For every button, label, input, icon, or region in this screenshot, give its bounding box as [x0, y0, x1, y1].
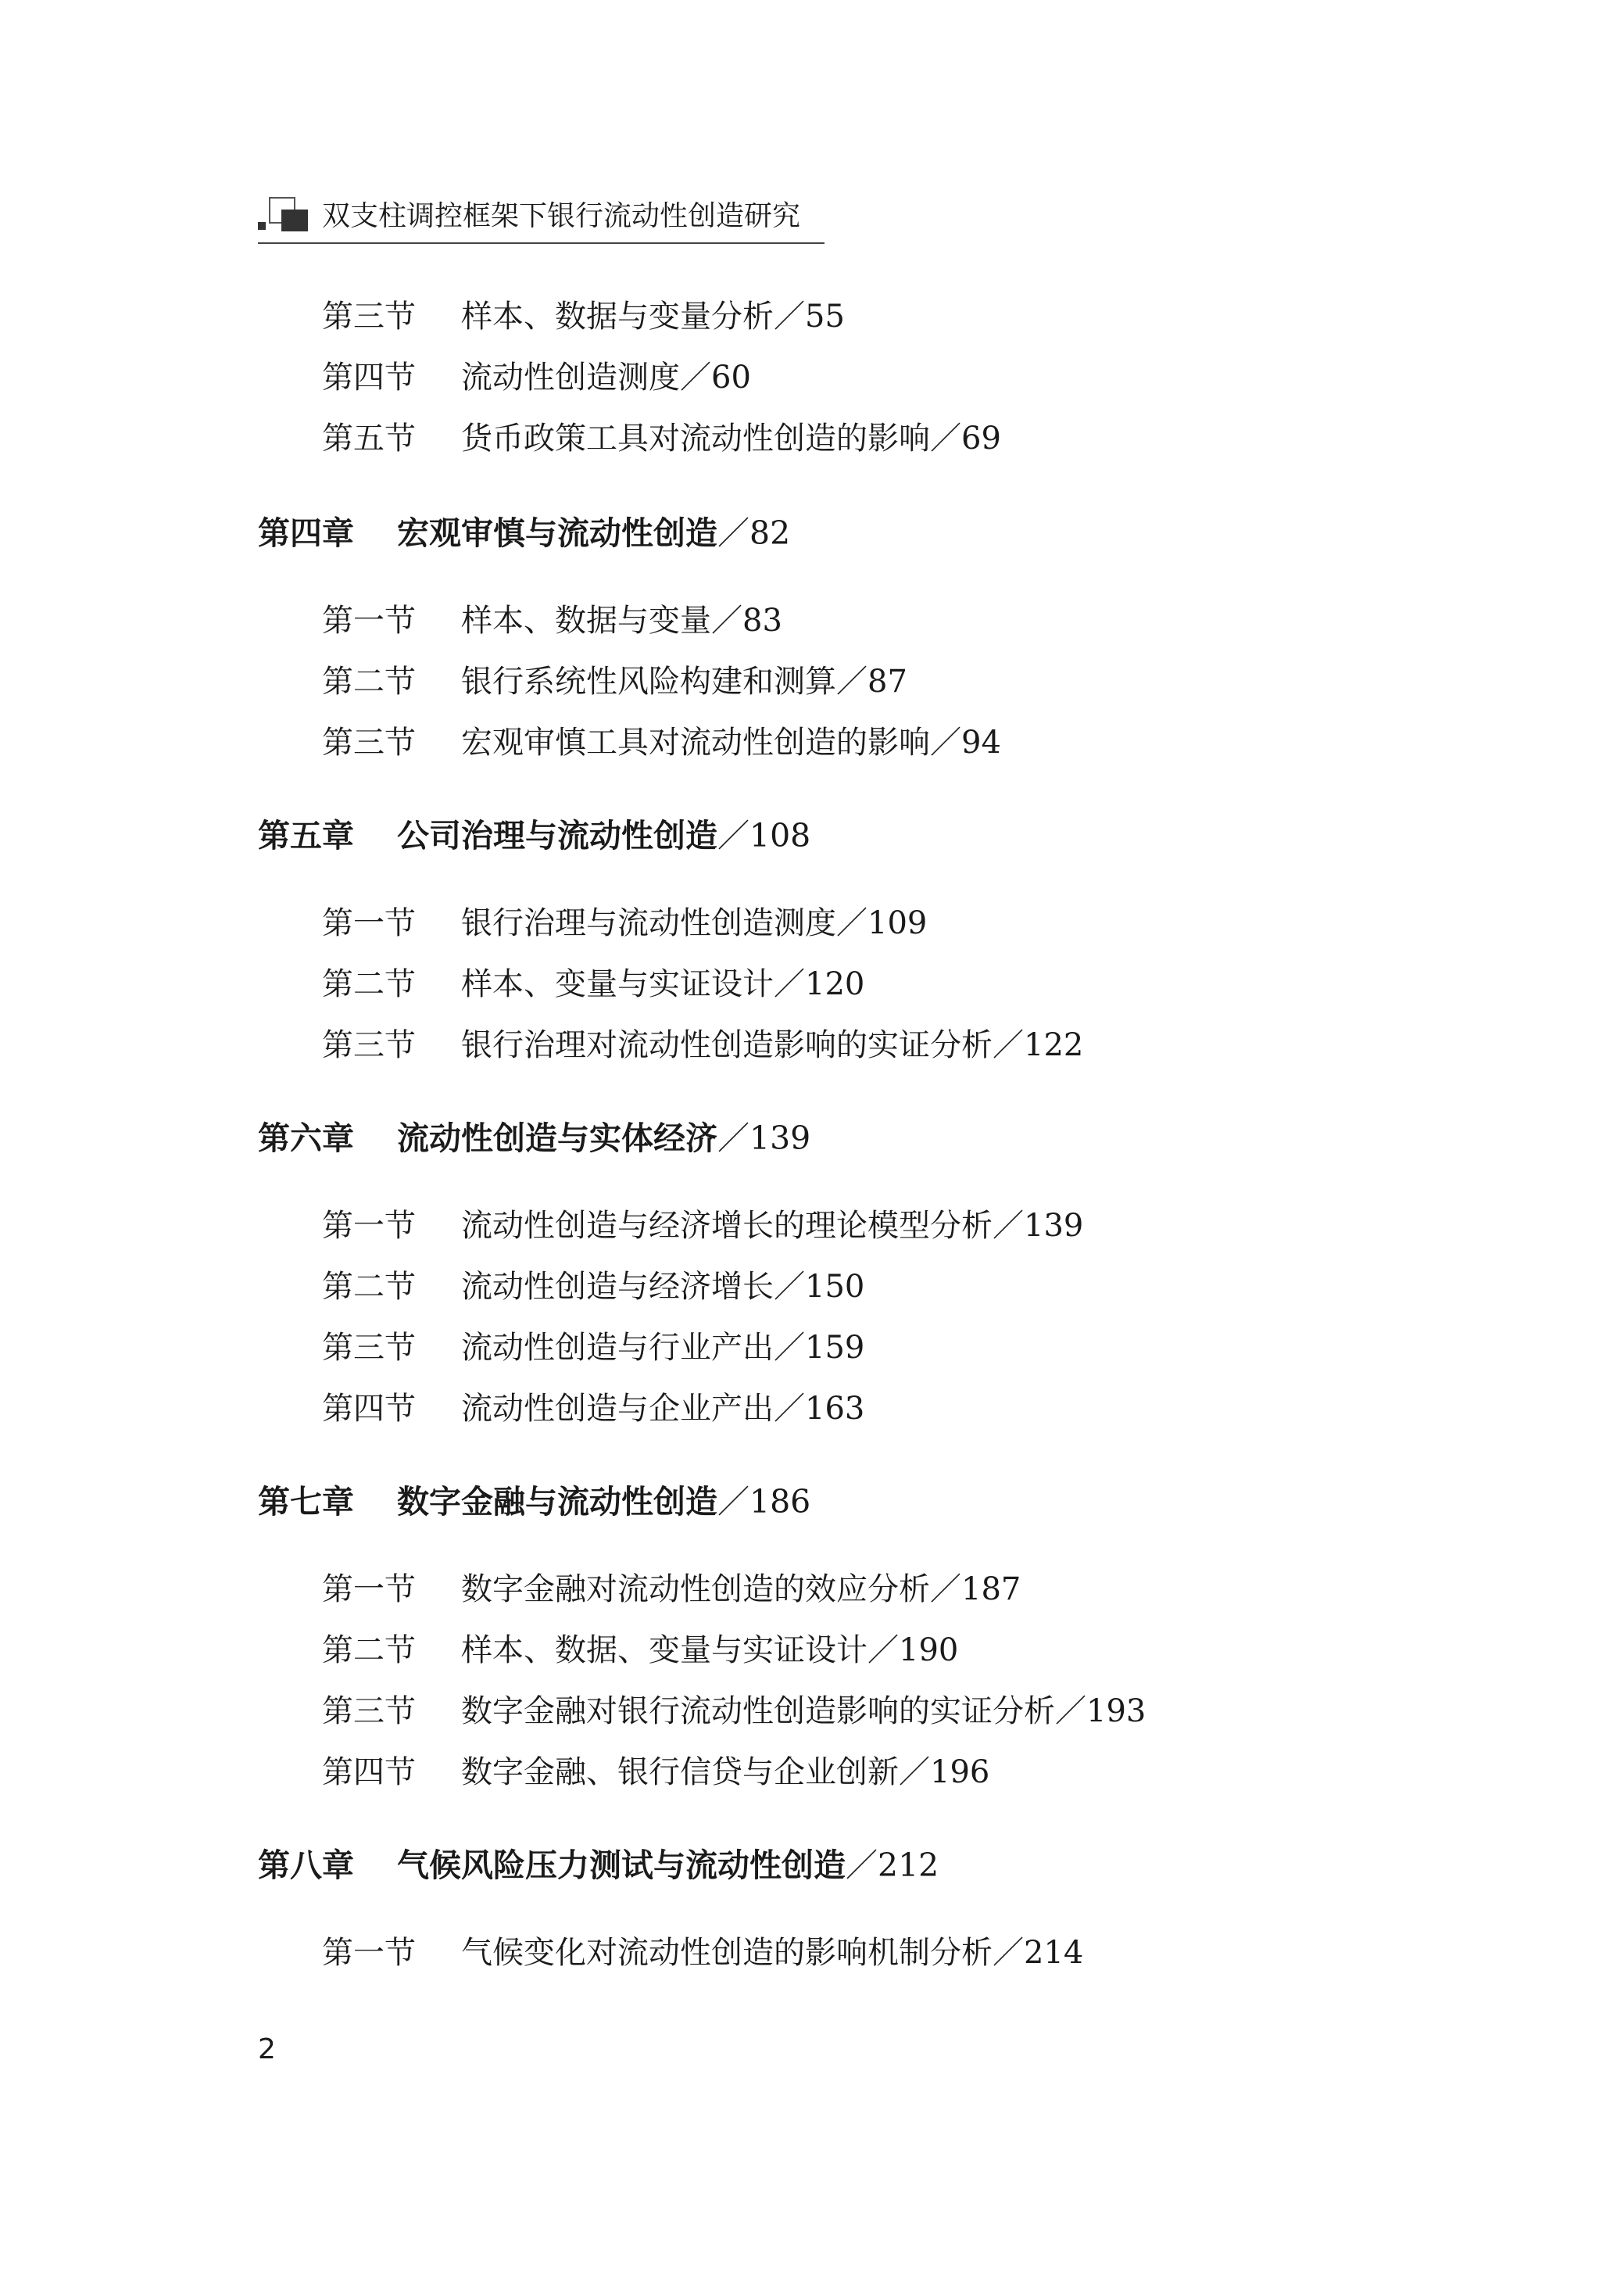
toc-entry-title: 样本、数据与变量 [461, 603, 711, 639]
toc-entry [322, 1689, 1146, 1733]
toc-entry-label: 第二节 [322, 966, 416, 1002]
toc-chapter-page: ／186 [717, 1483, 811, 1521]
toc-entry-title: 样本、数据、变量与实证设计 [461, 1632, 867, 1668]
toc-entry [322, 1567, 1021, 1611]
toc-entry [322, 1326, 864, 1370]
toc-entry-page: ／150 [774, 1269, 865, 1305]
toc-chapter-page: ／108 [717, 817, 811, 854]
toc-entry [322, 660, 907, 704]
toc-entry-label: 第二节 [322, 1269, 416, 1305]
toc-entry-title: 样本、数据与变量分析 [461, 299, 774, 335]
toc-entry-label: 第三节 [322, 1693, 416, 1729]
toc-entry-title: 流动性创造与行业产出 [461, 1330, 774, 1366]
toc-entry-title: 流动性创造与企业产出 [461, 1391, 774, 1427]
toc-entry-title: 宏观审慎工具对流动性创造的影响 [461, 725, 930, 761]
toc-entry-page: ／187 [930, 1571, 1021, 1607]
toc-chapter [258, 511, 790, 555]
toc-entry-page: ／159 [774, 1330, 865, 1366]
toc-entry-page: ／94 [930, 725, 1001, 761]
toc-chapter-label: 第八章 [258, 1847, 354, 1884]
toc-entry [322, 295, 845, 339]
toc-entry-label: 第四节 [322, 1754, 416, 1790]
toc-entry [322, 962, 864, 1006]
toc-chapter-page: ／139 [717, 1119, 811, 1157]
running-title: 双支柱调控框架下银行流动性创造研究 [322, 200, 801, 232]
toc-entry [322, 1750, 989, 1794]
toc-entry [322, 1931, 1083, 1975]
toc-entry [322, 1387, 864, 1431]
toc-entry [322, 1628, 958, 1672]
toc-entry-page: ／109 [836, 905, 928, 941]
toc-entry-label: 第一节 [322, 905, 416, 941]
toc-entry-label: 第四节 [322, 360, 416, 396]
toc-entry-page: ／60 [680, 360, 751, 396]
toc-chapter [258, 1480, 810, 1524]
toc-entry-label: 第一节 [322, 1208, 416, 1244]
toc-entry-page: ／214 [993, 1935, 1084, 1971]
toc-chapter-page: ／212 [846, 1847, 939, 1884]
toc-entry-label: 第一节 [322, 603, 416, 639]
toc-entry-page: ／190 [867, 1632, 959, 1668]
toc-entry-title: 数字金融、银行信贷与企业创新 [461, 1754, 899, 1790]
toc-entry-title: 银行治理对流动性创造影响的实证分析 [461, 1027, 993, 1063]
toc-entry-label: 第二节 [322, 1632, 416, 1668]
toc-entry-page: ／83 [711, 603, 782, 639]
toc-entry [322, 721, 1001, 765]
toc-chapter [258, 1116, 810, 1160]
header-logo-icon [258, 195, 313, 235]
toc-entry-label: 第三节 [322, 299, 416, 335]
toc-entry-title: 流动性创造测度 [461, 360, 680, 396]
toc-entry-page: ／69 [930, 421, 1001, 457]
toc-chapter-label: 第五章 [258, 817, 354, 854]
toc-entry-title: 货币政策工具对流动性创造的影响 [461, 421, 930, 457]
toc-entry-title: 流动性创造与经济增长 [461, 1269, 774, 1305]
toc-entry-title: 样本、变量与实证设计 [461, 966, 774, 1002]
toc-chapter-title: 宏观审慎与流动性创造 [397, 514, 717, 552]
toc-entry-label: 第五节 [322, 421, 416, 457]
toc-chapter-page: ／82 [717, 514, 791, 552]
toc-entry [322, 1204, 1083, 1248]
toc-chapter-label: 第六章 [258, 1119, 354, 1157]
toc-entry-label: 第一节 [322, 1571, 416, 1607]
toc-chapter-title: 流动性创造与实体经济 [397, 1119, 717, 1157]
toc-entry-label: 第三节 [322, 725, 416, 761]
toc-entry-label: 第四节 [322, 1391, 416, 1427]
toc-entry-label: 第三节 [322, 1027, 416, 1063]
toc-entry [322, 1023, 1083, 1067]
toc-entry-label: 第二节 [322, 664, 416, 700]
page-number: 2 [258, 2033, 276, 2065]
toc-entry [322, 901, 927, 945]
toc-chapter [258, 814, 810, 858]
toc-entry-title: 流动性创造与经济增长的理论模型分析 [461, 1208, 993, 1244]
toc-chapter-title: 公司治理与流动性创造 [397, 817, 717, 854]
toc-entry-page: ／193 [1055, 1693, 1146, 1729]
toc-entry-label: 第一节 [322, 1935, 416, 1971]
toc-entry-title: 气候变化对流动性创造的影响机制分析 [461, 1935, 993, 1971]
toc-entry-title: 银行治理与流动性创造测度 [461, 905, 836, 941]
toc-entry [322, 356, 751, 399]
toc-entry-page: ／87 [836, 664, 907, 700]
toc-entry [322, 1265, 864, 1309]
toc-entry-title: 数字金融对银行流动性创造影响的实证分析 [461, 1693, 1055, 1729]
toc-entry-title: 数字金融对流动性创造的效应分析 [461, 1571, 930, 1607]
toc-chapter [258, 1843, 939, 1887]
toc-entry-page: ／196 [899, 1754, 990, 1790]
toc-chapter-label: 第四章 [258, 514, 354, 552]
toc-entry-page: ／163 [774, 1391, 865, 1427]
toc-entry-page: ／55 [774, 299, 845, 335]
toc-entry [322, 599, 782, 643]
toc-entry-page: ／122 [993, 1027, 1084, 1063]
toc-chapter-title: 数字金融与流动性创造 [397, 1483, 717, 1521]
toc-entry-title: 银行系统性风险构建和测算 [461, 664, 836, 700]
toc-entry [322, 417, 1001, 460]
toc-entry-page: ／139 [993, 1208, 1084, 1244]
toc-entry-label: 第三节 [322, 1330, 416, 1366]
toc-chapter-title: 气候风险压力测试与流动性创造 [397, 1847, 846, 1884]
toc-entry-page: ／120 [774, 966, 865, 1002]
toc-chapter-label: 第七章 [258, 1483, 354, 1521]
running-header [258, 195, 825, 244]
